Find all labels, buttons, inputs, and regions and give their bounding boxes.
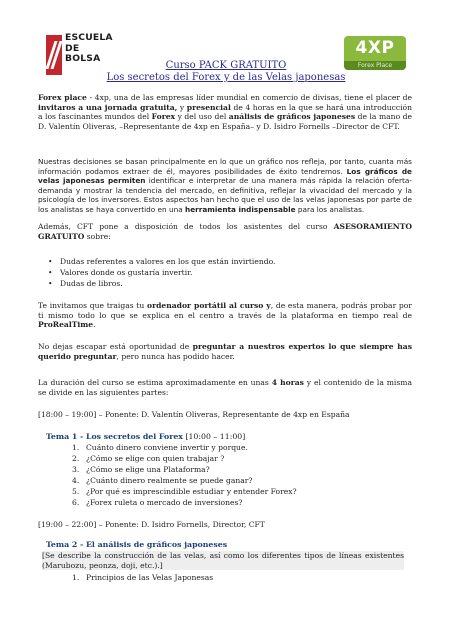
list-item-text: ¿Cómo se elige una Plataforma? — [86, 465, 210, 474]
intro-text: y del uso del — [175, 112, 229, 122]
intro-text: y — [177, 102, 187, 112]
tema-2-description: [Se describe la construcción de las velas, así como los diferentes tipos de líneas existentes (Marubozu, peonza, doji, etc.).] — [42, 551, 404, 570]
schedule-1: [18:00 – 19:00] – Ponente: D. Valentín Oliveras, Representante de 4xp en España — [38, 410, 350, 419]
logo-line: ESCUELA — [65, 32, 113, 43]
tema-1-label: Tema 1 - Los secretos del Forex — [46, 432, 183, 441]
duracion-text: La duración del curso se estima aproximadamente en unas — [38, 378, 272, 387]
list-item: 2. ¿Cómo se elige con quien trabajar ? — [72, 454, 225, 463]
4xp-logo-tagline: Forex Place — [344, 61, 406, 70]
asesoramiento-paragraph — [38, 222, 412, 241]
preguntar-text: , pero nunca has podido hacer. — [116, 351, 235, 361]
tema-1-time: [10:00 – 11:00] — [182, 432, 246, 441]
ordenador-text: ordenador portátil al curso y — [147, 301, 271, 310]
course-title: Curso PACK GRATUITO — [165, 60, 287, 71]
asesoramiento-text: Además, CFT pone a disposición de todos los asistentes del curso — [38, 222, 334, 231]
intro-text: análisis de gráficos japoneses — [228, 112, 356, 122]
asesoramiento-text: ASESORAMIENTO GRATUITO — [38, 222, 412, 241]
preguntar-paragraph — [38, 342, 412, 361]
list-item-text: Cuánto dinero conviene invertir y porque. — [86, 443, 248, 452]
duracion-paragraph — [38, 378, 412, 397]
ordenador-text: Te invitamos que traigas tu — [38, 301, 148, 310]
tema-2-heading: Tema 2 - El análisis de gráficos japoneses — [46, 540, 228, 549]
list-item-text: ¿Cómo se elige con quien trabajar ? — [86, 454, 225, 463]
decisions-text: Nuestras decisiones se basan principalmente en lo que un gráfico nos refleja, por tanto, cuanta más información podamos extraer de él, mayores posibilidades de éxito tendremos. — [38, 157, 412, 176]
list-item-text: Principios de las Velas Japonesas — [86, 573, 214, 582]
preguntar-text: No dejas escapar está oportunidad de — [38, 342, 193, 351]
decisions-text: para los analistas. — [295, 204, 365, 214]
duracion-text: 4 horas — [271, 378, 304, 387]
decisions-text: herramienta indispensable — [185, 204, 296, 214]
ordenador-text: , de esta manera, podrás probar por ti mismo todo lo que se explica en el centro a través de la plataforma en tiempo real de — [38, 301, 412, 320]
list-item-text: ¿Cuánto dinero realmente se puede ganar? — [86, 476, 253, 485]
intro-text: presencial — [186, 102, 231, 112]
list-item: 6. ¿Forex ruleta o mercado de inversiones? — [72, 498, 243, 507]
intro-text: de la mano de D. Valentín Oliveras, –Representante de 4xp en España– y D. Isidro Fornells –Director de CFT. — [38, 112, 412, 131]
asesoramiento-text: sobre: — [84, 231, 111, 241]
list-item: 4. ¿Cuánto dinero realmente se puede ganar? — [72, 476, 253, 485]
list-item: • Dudas referentes a valores en los que están invirtiendo. — [60, 257, 275, 267]
course-subtitle: Los secretos del Forex y de las Velas japonesas — [106, 72, 346, 83]
list-item: 1. Principios de las Velas Japonesas — [72, 573, 214, 582]
intro-text: invitaros a una jornada gratuita, — [38, 102, 178, 112]
list-item: • Dudas de libros. — [60, 279, 123, 289]
list-item-text: ¿Forex ruleta o mercado de inversiones? — [86, 498, 243, 507]
intro-text: de 4 horas en la que se hará una introducción a los fascinantes mundos del — [38, 102, 412, 122]
tema-1-heading — [46, 432, 245, 442]
4xp-logo-text: 4XP — [355, 38, 395, 58]
logo-line: BOLSA — [65, 53, 101, 65]
intro-text: Forex — [151, 112, 176, 122]
ordenador-text: . — [93, 320, 96, 330]
decisions-text: identificar e interpretar de una manera más rápida la relación oferta-demanda y mostrar la tendencia del mercado, en definitiva, reflejar la vivacidad del mercado y la psicología de los inversores. Estos aspectos han hecho que el uso de las velas japonesas por parte de los analistas se haya convertido en una — [38, 176, 412, 214]
ordenador-text: ProRealTime — [38, 320, 94, 330]
list-item: • Valores donde os gustaría invertir. — [60, 268, 192, 278]
logo-line: DE — [65, 42, 80, 54]
intro-paragraph — [38, 93, 412, 131]
list-item: 3. ¿Cómo se elige una Plataforma? — [72, 465, 210, 474]
list-item: 5. ¿Por qué es imprescindible estudiar y entender Forex? — [72, 487, 297, 496]
intro-text: - 4xp, una de las empresas líder mundial en comercio de divisas, tiene el placer de — [86, 93, 412, 102]
schedule-2: [19:00 – 22:00] – Ponente: D. Isidro Fornells, Director, CFT — [38, 520, 265, 529]
list-item-text: ¿Por qué es imprescindible estudiar y entender Forex? — [86, 487, 297, 496]
preguntar-text: preguntar a nuestros expertos lo que siempre has querido preguntar — [38, 342, 412, 361]
intro-text: Forex place — [38, 93, 87, 102]
ordenador-paragraph — [38, 301, 412, 330]
duracion-text: y el contenido de la misma se divide en las siguientes partes: — [38, 378, 412, 397]
list-item: 1. Cuánto dinero conviene invertir y porque. — [72, 443, 248, 452]
decisions-paragraph — [38, 157, 412, 215]
decisions-text: Los gráficos de velas japonesas permiten — [38, 166, 412, 186]
